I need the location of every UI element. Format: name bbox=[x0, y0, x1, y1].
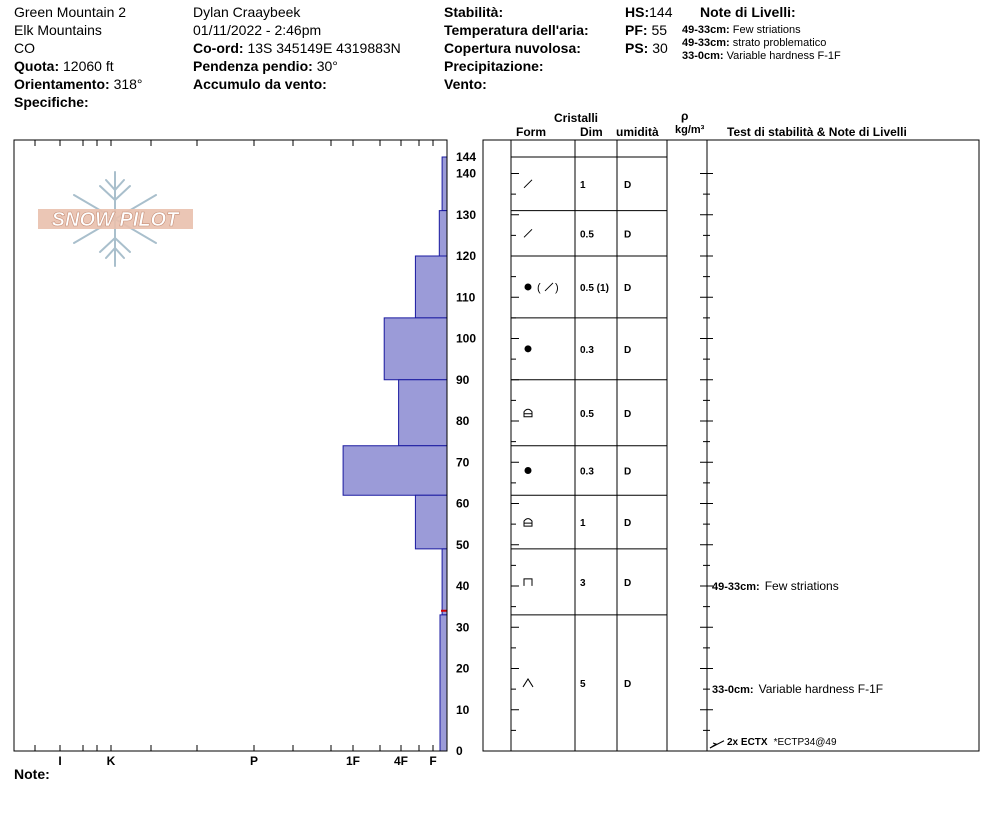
height-tick-label-140: 140 bbox=[456, 166, 477, 181]
fragment-particle-icon-3 bbox=[545, 283, 553, 291]
crystals-header: Cristalli bbox=[554, 111, 599, 125]
layer-bar-6 bbox=[343, 446, 447, 496]
hardness-label-1f: 1F bbox=[345, 754, 361, 768]
observation-datetime: 01/11/2022 - 2:46pm bbox=[193, 22, 322, 38]
hardness-label-p: P bbox=[249, 754, 259, 768]
stability-header: Test di stabilità & Note di Livelli bbox=[727, 125, 907, 139]
layer-row-8 bbox=[511, 549, 667, 589]
elevation-value: 12060 ft bbox=[63, 58, 114, 74]
pf-label: PF: bbox=[625, 22, 648, 38]
layer-size-2: 0.5 bbox=[580, 229, 594, 241]
precipitation-particle-icon-1 bbox=[524, 180, 532, 188]
layer-note-2-text: strato problematico bbox=[732, 37, 827, 49]
height-tick-label-120: 120 bbox=[456, 249, 477, 263]
location-name: Green Mountain 2 bbox=[14, 4, 127, 20]
aspect-value: 318° bbox=[113, 76, 143, 92]
hardness-label-4f: 4F bbox=[393, 754, 409, 768]
secondary-form-paren-3: ( bbox=[537, 281, 541, 294]
rounded-grain-icon-6 bbox=[525, 467, 532, 474]
form-header: Form bbox=[516, 125, 546, 139]
layer-bar-3 bbox=[415, 256, 447, 318]
wind-loading-label: Accumulo da vento: bbox=[193, 76, 327, 92]
layer-size-7: 1 bbox=[580, 518, 586, 530]
height-tick-label-110: 110 bbox=[456, 290, 476, 305]
layer-moisture-8: D bbox=[624, 577, 632, 589]
layer-note-3-range: 33-0cm: bbox=[682, 50, 724, 62]
pf-value: 55 bbox=[651, 22, 668, 38]
height-tick-label-60: 60 bbox=[456, 496, 470, 511]
layer-size-6: 0.3 bbox=[580, 466, 594, 478]
layer-size-1: 1 bbox=[580, 179, 586, 191]
state: CO bbox=[14, 40, 35, 56]
slope-value: 30° bbox=[316, 58, 338, 74]
layer-bar-5 bbox=[399, 380, 447, 446]
height-tick-label-90: 90 bbox=[456, 372, 470, 387]
air-temperature-label: Temperatura dell'aria: bbox=[444, 22, 589, 38]
stability-layer-note-2 bbox=[712, 682, 883, 696]
stability-test-result bbox=[727, 737, 837, 748]
hs-label: HS: bbox=[625, 4, 650, 20]
cloud-cover-label: Copertura nuvolosa: bbox=[444, 40, 581, 56]
snow-pilot-logo bbox=[38, 209, 193, 231]
layer-moisture-7: D bbox=[624, 518, 632, 530]
layer-bar-7 bbox=[415, 495, 447, 549]
stability-layer-note-range-1: 49-33cm: bbox=[712, 581, 760, 593]
coordinates-value: 13S 345149E 4319883N bbox=[247, 40, 401, 56]
layer-row-1 bbox=[511, 157, 667, 191]
height-tick-label-144: 144 bbox=[456, 150, 477, 164]
layer-note-3-text: Variable hardness F-1F bbox=[726, 50, 841, 62]
layer-bar-2 bbox=[439, 211, 447, 256]
hs-value: 144 bbox=[649, 4, 673, 20]
layer-row-2 bbox=[511, 211, 667, 241]
depth-hoar-icon-9 bbox=[523, 679, 533, 687]
layer-moisture-3: D bbox=[624, 282, 632, 294]
moisture-header: umidità bbox=[616, 125, 659, 139]
specifics-label: Specifiche: bbox=[14, 94, 89, 110]
layer-moisture-9: D bbox=[624, 678, 632, 690]
stability-layer-note-text-2: Variable hardness F-1F bbox=[758, 682, 884, 697]
layer-moisture-2: D bbox=[624, 229, 632, 241]
stability-layer-note-text-1: Few striations bbox=[764, 579, 839, 593]
precipitation-label: Precipitazione: bbox=[444, 58, 544, 74]
ps-label: PS: bbox=[625, 40, 649, 56]
layer-moisture-4: D bbox=[624, 344, 632, 356]
hardness-label-f: F bbox=[429, 754, 437, 768]
rounded-grain-icon-4 bbox=[525, 345, 532, 352]
density-unit: kg/m³ bbox=[675, 124, 705, 136]
hardness-label-i: I bbox=[58, 754, 62, 768]
layer-row-4 bbox=[511, 318, 667, 356]
layer-size-8: 3 bbox=[580, 577, 586, 589]
layer-row-7 bbox=[511, 495, 667, 529]
height-tick-label-10: 10 bbox=[456, 702, 470, 717]
hardness-label-k: K bbox=[106, 754, 116, 768]
layer-row-6 bbox=[511, 446, 667, 478]
precipitation-particle-icon-2 bbox=[524, 229, 532, 237]
layer-size-9: 5 bbox=[580, 678, 586, 690]
layer-bar-4 bbox=[384, 318, 447, 380]
secondary-form-paren-close-3: ) bbox=[555, 281, 559, 294]
height-tick-label-20: 20 bbox=[456, 661, 470, 676]
height-tick-label-50: 50 bbox=[456, 537, 470, 552]
height-tick-label-0: 0 bbox=[456, 744, 463, 758]
size-header: Dim bbox=[580, 125, 603, 139]
layer-moisture-5: D bbox=[624, 408, 632, 420]
stability-label: Stabilità: bbox=[444, 4, 504, 20]
layer-bar-9 bbox=[440, 615, 447, 751]
height-tick-label-130: 130 bbox=[456, 207, 477, 222]
height-tick-label-70: 70 bbox=[456, 455, 470, 470]
notes-label: Note: bbox=[14, 766, 50, 782]
layer-bar-1 bbox=[442, 157, 447, 211]
stability-layer-note-range-2: 33-0cm: bbox=[712, 684, 754, 697]
stability-layer-note-1 bbox=[712, 579, 839, 593]
layer-row-5 bbox=[511, 380, 667, 420]
height-tick-label-80: 80 bbox=[456, 414, 470, 428]
coordinates-label: Co-ord: bbox=[193, 40, 244, 56]
mountain-range: Elk Mountains bbox=[14, 22, 102, 38]
faceted-rounded-grain-icon-7 bbox=[524, 519, 532, 527]
stability-test-text: *ECTP34@49 bbox=[773, 736, 837, 748]
faceted-crystal-icon-8 bbox=[524, 579, 532, 586]
layer-note-2-range: 49-33cm: bbox=[682, 37, 730, 49]
layer-size-4: 0.3 bbox=[580, 344, 594, 356]
layer-size-5: 0.5 bbox=[580, 408, 594, 420]
layer-row-9 bbox=[511, 615, 667, 690]
layer-size-3: 0.5 (1) bbox=[580, 282, 609, 294]
height-tick-label-30: 30 bbox=[456, 620, 470, 635]
stability-test-label: 2x ECTX bbox=[727, 736, 768, 748]
layer-row-3 bbox=[511, 256, 667, 294]
height-tick-label-40: 40 bbox=[456, 579, 470, 593]
slope-label: Pendenza pendio: bbox=[193, 58, 313, 74]
layer-moisture-6: D bbox=[624, 466, 632, 478]
observer-name: Dylan Craaybeek bbox=[193, 4, 301, 20]
wind-label: Vento: bbox=[444, 76, 487, 92]
layer-note-1-text: Few striations bbox=[732, 24, 801, 36]
logo-text: SNOW PILOT bbox=[51, 209, 179, 231]
elevation-label: Quota: bbox=[14, 58, 60, 74]
density-symbol: ρ bbox=[681, 109, 689, 123]
height-tick-label-100: 100 bbox=[456, 331, 477, 346]
rounded-grain-icon-3 bbox=[525, 283, 532, 290]
layer-note-1-range: 49-33cm: bbox=[682, 24, 730, 36]
layer-moisture-1: D bbox=[624, 179, 632, 191]
faceted-rounded-grain-icon-5 bbox=[524, 409, 532, 417]
ps-value: 30 bbox=[652, 40, 668, 56]
layer-bar-8 bbox=[442, 549, 447, 615]
layer-notes-title: Note di Livelli: bbox=[700, 4, 796, 20]
aspect-label: Orientamento: bbox=[14, 76, 110, 92]
